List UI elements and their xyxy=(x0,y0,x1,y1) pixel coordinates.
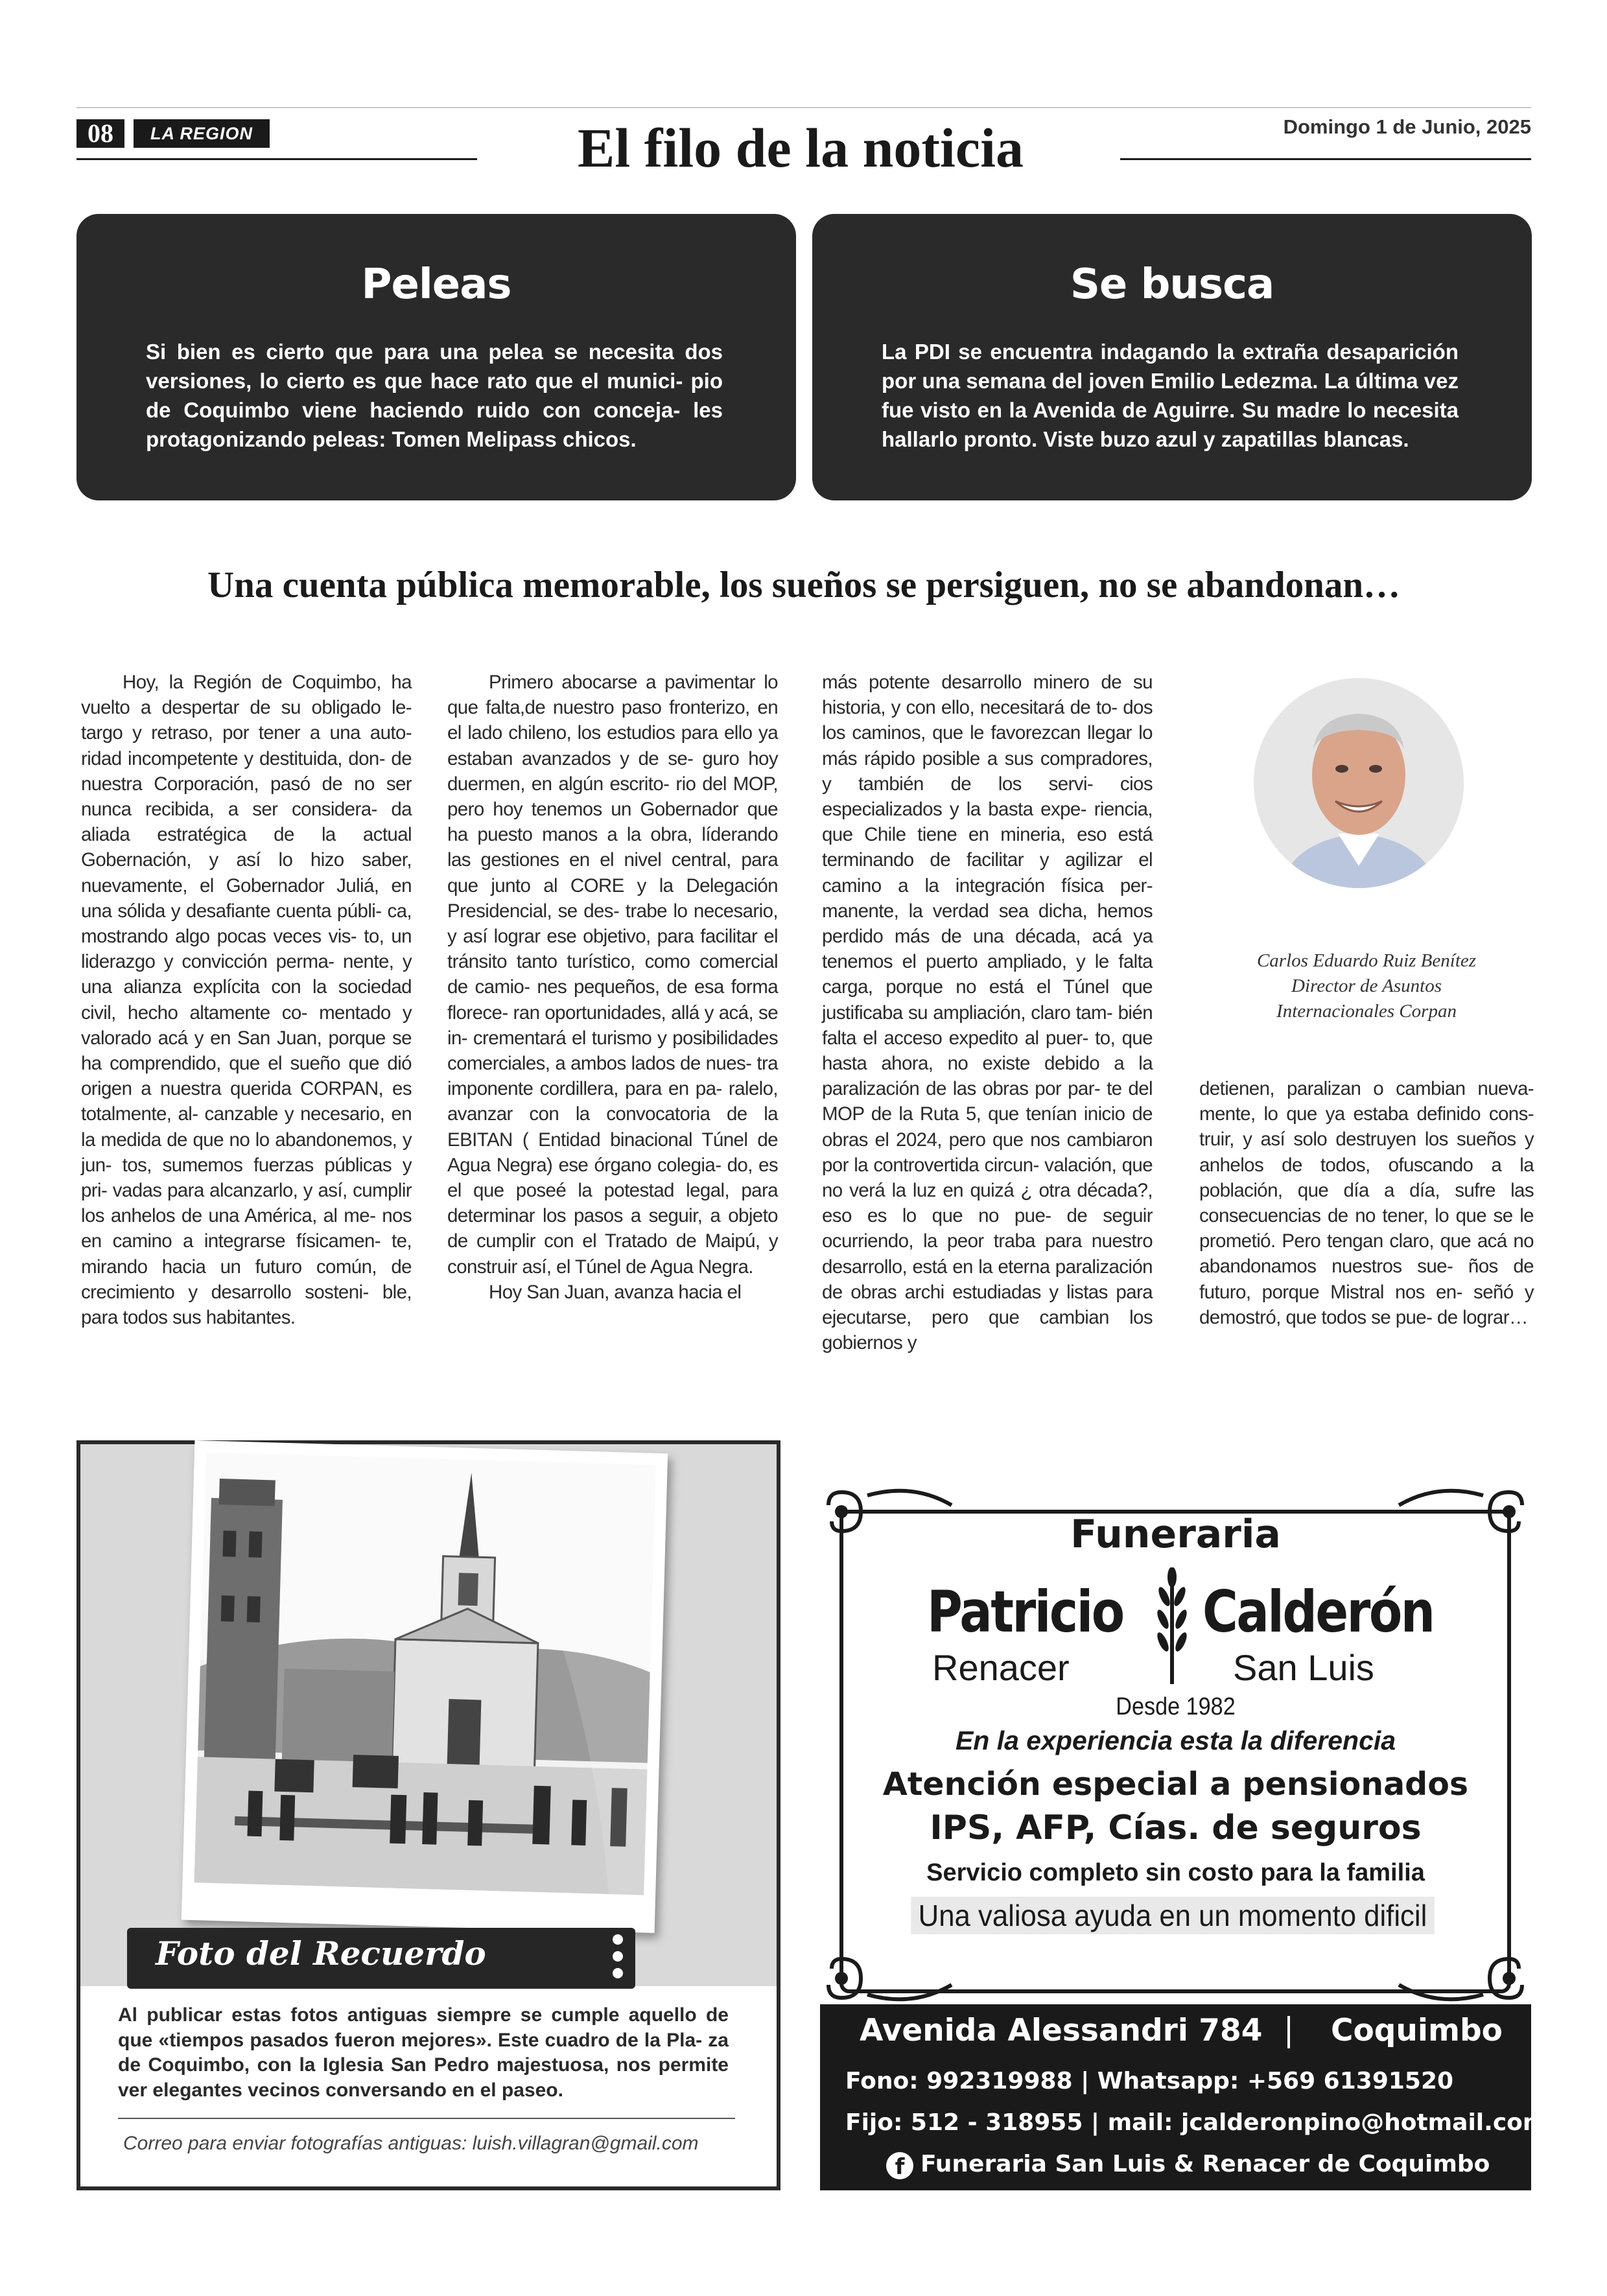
ad-address: Avenida Alessandri 784 xyxy=(860,2013,1263,2048)
issue-date: Domingo 1 de Junio, 2025 xyxy=(1283,115,1531,138)
ad-help-banner: Una valiosa ayuda en un momento dificil xyxy=(911,1897,1435,1934)
ad-since: Desde 1982 xyxy=(1116,1693,1236,1720)
brief-peleas xyxy=(76,214,796,500)
brief-se-busca-text: La PDI se encuentra indagando la extraña desaparición por una semana del joven Emilio Ledezma. La última vez fue visto en la Avenida de Aguirre. Su madre lo necesita hallarlo pronto. Viste buzo azul y zapatillas blancas. xyxy=(882,340,1459,451)
facebook-icon: f xyxy=(886,2152,913,2179)
foto-del-recuerdo-divider xyxy=(118,2118,735,2119)
article-paragraph: más potente desarrollo minero de su historia, y con ello, necesitará de to- dos los caminos, que le favorezcan llegar lo más rápido posible a sus compradores, y también de los servi- cios especializados y la basta expe- riencia, que Chile tiene en mineria, eso está terminando de facilitar y agilizar el camino a la integración física per- manente, la verdad sea dicha, hemos perdido más de una década, acá ya tenemos el puerto ampliado, y le falta carga, porque no está el Túnel que justificaba su ampliación, claro tam- bién falta el acceso expedito al puer- to, que hasta ahora, no existe debido a la paralización de las obras por par- te del MOP de la Ruta 5, que tenían inicio de obras el 2024, pero que nos cambiaron por la controvertida circun- valación, que no verá la luz en quizá ¿ otra década?, eso es lo que no pue- de seguir ocurriendo, la peor traba para nuestro desarrollo, está en la eterna paralización de obras archi estudiadas y listas para ejecutarse, pero que cambian los gobiernos y xyxy=(822,672,1153,1354)
header-rule-right xyxy=(1120,158,1531,160)
author-photo-illustration xyxy=(1254,678,1464,888)
ad-attention-line-2: IPS, AFP, Cías. de seguros xyxy=(930,1809,1422,1847)
ad-facebook: Funeraria San Luis & Renacer de Coquimbo xyxy=(921,2151,1490,2177)
ad-fixed-and-mail: Fijo: 512 - 318955 | mail: jcalderonpino@hotmail.com xyxy=(845,2109,1547,2136)
historic-church-photo xyxy=(194,1452,655,1895)
author-role-line-1: Director de Asuntos xyxy=(1291,976,1442,996)
article-paragraph: Primero abocarse a pavimentar lo que falta,de nuestro paso fronterizo, en el lado chileno, los estudios para ello ya estaban avanzados y de se- guro hoy duermen, en algún escrito- rio del MOP, pero hoy tenemos un Gobernador que ha puesto manos a la obra, líderando las gestiones en el nivel central, para que junto al CORE y la Delegación Presidencial, se des- trabe lo necesario, y así lograr ese objetivo, para facilitar el tránsito tanto turístico, como comercial de camio- nes pequeños, de esa forma florece- ran oportunidades, allá y acá, se in- crementará el turismo y posibilidades comerciales, a ambos lados de nues- tra imponente cordillera, para en pa- ralelo, avanzar con la convocatoria de la EBITAN ( Entidad binacional Túnel de Agua Negra) ese órgano colegia- do, es el que poseé la potestad legal, para determinar los pasos a seguir, a objeto de cumplir con el Tratado de Maipú, y construir así, el Túnel de Agua Negra. xyxy=(447,672,778,1278)
author-portrait xyxy=(1254,678,1464,888)
article-column-4 xyxy=(1199,1076,1534,1330)
ad-brand-renacer: Renacer xyxy=(932,1647,1070,1688)
ad-name-last: Calderón xyxy=(1202,1578,1434,1645)
section-title: El filo de la noticia xyxy=(578,117,1024,179)
ad-brand-san-luis: San Luis xyxy=(1233,1647,1374,1688)
ad-phones: Fono: 992319988 | Whatsapp: +569 61391520 xyxy=(845,2068,1454,2094)
newspaper-logo: LA REGION xyxy=(134,119,270,148)
article-paragraph: Hoy San Juan, avanza hacia el xyxy=(489,1281,742,1303)
header-top-rule xyxy=(76,107,1531,108)
article-column-2 xyxy=(447,670,778,1305)
author-name: Carlos Eduardo Ruiz Benítez xyxy=(1256,950,1477,971)
article-paragraph: detienen, paralizan o cambian nueva- mente, lo que ya estaba definido cons- truir, y así solo destruyen los sueños y anhelos de todos, ofuscando a la población, que día a día, sufre las consecuencias de no tener, lo que se le prometió. Pero tengan claro, que acá no abandonamos nuestros sue- ños de futuro, porque Mistral nos en- señó y demostró, que todos se pue- de lograr… xyxy=(1199,1078,1534,1328)
brief-se-busca-title: Se busca xyxy=(1070,261,1274,309)
ad-city: Coquimbo xyxy=(1331,2013,1503,2048)
author-role-line-2: Internacionales Corpan xyxy=(1276,1001,1457,1022)
brief-peleas-text: Si bien es cierto que para una pelea se necesita dos versiones, lo cierto es que hace rato que el munici- pio de Coquimbo viene haciendo ruido con conceja- les protagonizando peleas: Tomen Melipass chicos. xyxy=(146,340,723,451)
brief-peleas-title: Peleas xyxy=(361,261,511,309)
ad-attention-line-1: Atención especial a pensionados xyxy=(882,1766,1469,1803)
article-column-3 xyxy=(822,670,1153,1355)
ad-slogan: En la experiencia esta la diferencia xyxy=(955,1726,1396,1755)
page-number: 08 xyxy=(76,119,124,148)
foto-del-recuerdo-title: Foto del Recuerdo xyxy=(156,1934,486,1973)
author-credit xyxy=(1199,948,1534,1024)
wheat-icon xyxy=(1146,1567,1198,1684)
ad-service: Servicio completo sin costo para la familia xyxy=(926,1859,1425,1886)
vertical-dots-icon xyxy=(613,1934,626,1985)
article-paragraph: Hoy, la Región de Coquimbo, ha vuelto a despertar de su obligado le- targo y retraso, por tener a una auto- ridad incompetente y destituida, don- de nuestra Corporación, pasó de no ser nunca recibida, a ser considera- da aliada estratégica de la actual Gobernación, y así lo hizo saber, nuevamente, el Gobernador Juliá, en una sólida y desafiante cuenta públi- ca, mostrando algo pocas veces vis- to, un liderazgo y convicción perma- nente, y una alianza explícita con la sociedad civil, hecho altamente co- mentado y valorado acá y en San Juan, porque se ha comprendido, que el sueño que dió origen a nuestra querida CORPAN, es totalmente, al- canzable y necesario, en la medida de que no lo abandonemos, y jun- tos, sumemos fuerzas públicas y pri- vadas para alcanzarlo, y así, cumplir los anhelos de una América, al me- nos en camino a integrarse físicamen- te, mirando hacia un futuro común, de crecimiento y desarrollo sosteni- ble, para todos sus habitantes. xyxy=(81,672,412,1329)
ad-name-first: Patricio xyxy=(927,1578,1123,1645)
article-column-1 xyxy=(81,670,412,1330)
foto-del-recuerdo-caption: Al publicar estas fotos antiguas siempre se cumple aquello de que «tiempos pasados fueron mejores». Este cuadro de la Pla- za de Coquimbo, con la Iglesia San Pedro majestuosa, nos permite ver elegantes vecinos conversando en el paseo. xyxy=(118,2004,729,2101)
brief-se-busca xyxy=(812,214,1532,500)
header-rule-left xyxy=(76,158,477,160)
historic-photo-frame xyxy=(182,1440,668,1933)
foto-del-recuerdo-email: Correo para enviar fotografías antiguas: luish.villagran@gmail.com xyxy=(123,2133,699,2154)
ad-address-separator xyxy=(1287,2016,1290,2048)
ad-funeraria-label: Funeraria xyxy=(1070,1512,1281,1557)
article-headline: Una cuenta pública memorable, los sueños se persiguen, no se abandonan… xyxy=(207,565,1401,605)
